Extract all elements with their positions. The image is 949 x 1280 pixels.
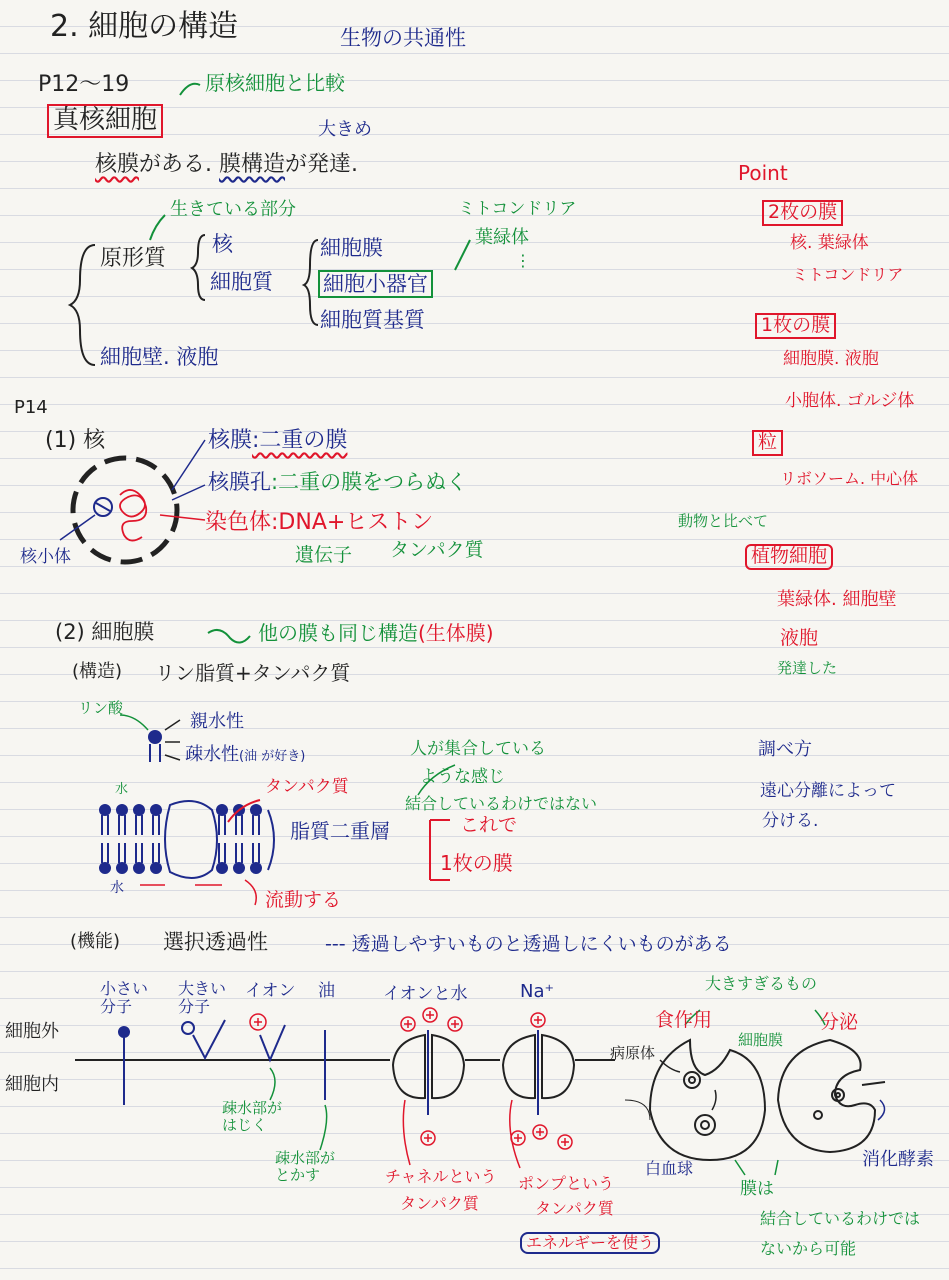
tree-brace-main [70, 245, 95, 365]
people-note-2: ような感じ [420, 767, 505, 787]
page-title: 2. 細胞の構造 [50, 9, 239, 44]
sodium-label: Na⁺ [520, 981, 554, 1002]
page-range: P12〜19 [38, 72, 130, 97]
secretion-cell [778, 1040, 885, 1152]
one-membrane-label: 1枚の膜 [440, 851, 513, 875]
nuclear-envelope-line: 核膜:二重の膜 [208, 428, 348, 453]
transport-arrows [119, 1020, 538, 1115]
phosphate-label: リン酸 [78, 699, 124, 717]
this-is-label: これで [460, 814, 518, 836]
single-items: 細胞膜. 液胞 [783, 349, 879, 369]
channel-label: チャネルという [385, 1167, 497, 1186]
nucleus-heading: (1) 核 [45, 428, 106, 453]
phagocytosis-label: 食作用 [655, 1009, 713, 1031]
compare-arrow [180, 84, 200, 95]
chloro-label: 葉緑体 [475, 227, 529, 248]
double-items-2: ミトコンドリア [792, 265, 904, 284]
granule-box: 粒 [752, 430, 783, 456]
structure-label: (構造) [72, 661, 123, 682]
protoplasm-label: 原形質 [100, 246, 167, 271]
double-items: 核. 葉緑体 [790, 233, 869, 253]
compare-note: 原核細胞と比較 [205, 71, 345, 95]
double-membrane-box: 2枚の膜 [762, 200, 843, 226]
possible-note-1: 膜は [740, 1179, 774, 1199]
centrifuge-label: 遠心分離によって [760, 781, 896, 801]
composition-label: リン脂質+タンパク質 [155, 661, 351, 685]
separate-label: 分ける. [762, 811, 819, 831]
protein-pointer-label: タンパク質 [265, 777, 349, 797]
page-p14: P14 [14, 397, 48, 418]
point-label: Point [738, 161, 788, 185]
people-note-1: 人が集合している [410, 739, 546, 759]
hydrophobic-repel-label: 疎水部がはじく [222, 1099, 283, 1135]
wbc-label: 白血球 [645, 1159, 694, 1178]
tree-brace-cytoplasm [304, 240, 318, 325]
nuclear-pore-line: 核膜孔:二重の膜をつらぬく [208, 470, 468, 494]
function-label: (機能) [70, 931, 121, 952]
channel-label-2: タンパク質 [400, 1194, 479, 1213]
water-bottom-label: 水 [110, 880, 124, 896]
possible-note-2: 結合しているわけでは [760, 1209, 921, 1228]
eukaryote-heading: 真核細胞 [47, 104, 163, 138]
more-dots: ⋮ [515, 251, 531, 270]
method-label: 調べ方 [758, 739, 812, 760]
too-big-label: 大きすぎるもの [705, 974, 818, 993]
secretion-label: 分泌 [820, 1011, 859, 1033]
enzyme-label: 消化酵素 [862, 1149, 934, 1170]
protein-label: タンパク質 [390, 539, 484, 561]
nucleus-label: 核 [212, 232, 233, 256]
vacuole-label: 液胞 [780, 627, 819, 649]
alive-note: 生きている部分 [170, 199, 296, 220]
plant-cell-box: 植物細胞 [745, 544, 833, 570]
hydrophilic-label: 親水性 [190, 711, 244, 732]
nucleolus-label: 核小体 [20, 547, 71, 567]
selective-description: --- 透過しやすいものと透過しにくいものがある [325, 933, 732, 955]
ion-label: イオン [245, 981, 296, 1001]
membrane-heading: (2) 細胞膜 [55, 620, 155, 644]
pump-label: ポンプという [518, 1174, 615, 1193]
nucleus-diagram [60, 440, 205, 562]
possible-note-3: ないから可能 [760, 1239, 857, 1258]
single-items-2: 小胞体. ゴルジ体 [785, 391, 915, 411]
ion-water-label: イオンと水 [383, 984, 468, 1004]
developed-label: 発達した [777, 659, 838, 677]
tree-brace-protoplasm [192, 235, 205, 300]
selective-label: 選択透過性 [163, 930, 268, 954]
outside-label: 細胞外 [5, 1021, 59, 1042]
pump-label-2: タンパク質 [535, 1199, 614, 1218]
inside-label: 細胞内 [5, 1074, 59, 1095]
large-molecule-label: 大きい分子 [178, 979, 227, 1017]
gene-label: 遺伝子 [295, 544, 353, 566]
cell-membrane-pointer-label: 細胞膜 [738, 1031, 784, 1049]
cytoplasm-label: 細胞質 [210, 270, 273, 294]
energy-label: エネルギーを使う [520, 1232, 660, 1254]
organelle-label: 細胞小器官 [318, 270, 433, 298]
pathogen-label: 病原体 [610, 1044, 656, 1062]
fluid-label: 流動する [265, 889, 342, 911]
bilayer-label: 脂質二重層 [290, 819, 390, 843]
lipid-bilayer [100, 800, 274, 878]
matrix-label: 細胞質基質 [320, 308, 425, 332]
hydrophobic-dissolve-label: 疎水部がとかす [275, 1149, 336, 1185]
page-subtitle: 生物の共通性 [340, 26, 466, 50]
same-structure-label: 他の膜も同じ構造(生体膜) [258, 621, 494, 645]
granule-items: リボソーム. 中心体 [780, 469, 919, 488]
wall-vacuole-label: 細胞壁. 液胞 [100, 345, 219, 369]
people-note-3: 結合しているわけではない [405, 794, 598, 813]
hydrophobic-label: 疎水性(油 が好き) [185, 744, 306, 765]
animal-compare: 動物と比べて [678, 512, 769, 530]
eukaryote-description: 核膜がある. 膜構造が発達. [95, 152, 359, 177]
small-molecule-label: 小さい分子 [100, 979, 149, 1017]
water-top-label: 水 [115, 782, 129, 797]
channel-proteins [393, 1035, 574, 1098]
ion-symbols [250, 1008, 572, 1149]
mito-label: ミトコンドリア [458, 199, 577, 219]
alive-arrow [150, 215, 165, 240]
size-note: 大きめ [318, 119, 372, 140]
phagocytosis-cell [650, 1040, 765, 1160]
chromosome-line: 染色体:DNA+ヒストン [205, 510, 434, 535]
cell-membrane-label: 細胞膜 [320, 236, 383, 260]
oil-label: 油 [318, 981, 335, 1001]
phospholipid-legend [120, 715, 180, 762]
single-membrane-box: 1枚の膜 [755, 313, 836, 339]
organelle-arrow [455, 240, 470, 270]
plant-items: 葉緑体. 細胞壁 [777, 589, 897, 610]
